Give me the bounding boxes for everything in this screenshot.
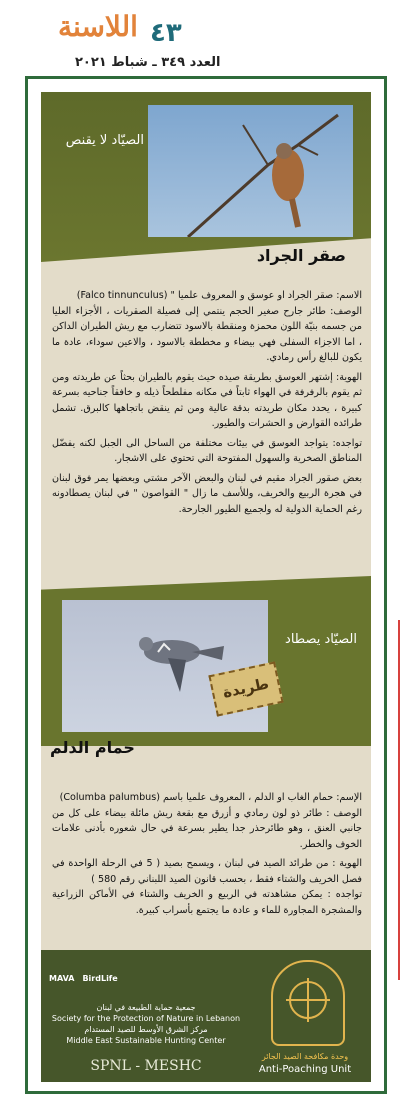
hunter-label-2: الصيّاد يصطاد <box>285 632 357 647</box>
s1-identity: الهوية: إشتهر العوسق بطريقة صيده حيث يقوم بالطيران بحثاً عن طريدته ومن ثم يقوم بالرفرفة في الهواء ثابتاً في مكانه مفلطحاً ذيله و خافقاً جناحيه بسرعة كبيرة ، يحدد مكان طريدته بدقة عالية ومن ثم ينقض باتجاهها كالبرق. تشمل طرائده القوارض و الحشرات والطيور. <box>52 371 362 429</box>
hunter-label-1: الصيّاد لا يقنص <box>65 133 144 148</box>
birdlife-logo: BirdLife <box>82 973 118 983</box>
magazine-logo: اللاسنة <box>58 10 138 43</box>
page-header <box>0 0 400 76</box>
section2-title: حمام الدلم <box>50 738 135 757</box>
s2-identity: الهوية : من طرائد الصيد في لبنان ، ويسمح بصيد ( 5 في الرحلة الواحدة في فصل الخريف والشتاء فقط ، بحسب قانون الصيد اللبناني رقم 580 ) <box>52 858 363 885</box>
apu-arabic: وحدة مكافحة الصيد الجائر <box>261 1052 349 1061</box>
mava-logo: MAVA <box>49 973 75 983</box>
meshc-arabic: مركز الشرق الأوسط للصيد المستدام <box>84 1025 208 1034</box>
prey-stamp: طريدة <box>208 661 283 716</box>
anti-poaching-emblem <box>271 960 345 1046</box>
meshc-english: Middle East Sustainable Hunting Center <box>66 1036 226 1045</box>
s1-description: الوصف: طائر جارح صغير الحجم ينتمي إلى فصيلة الصقريات ، الأجزاء العليا من جسمه بنيّة اللون محمزة ومنقطة بالاسود تتضارب مع ريش الطيران الداكن ، اما الاجزاء السفلى فهي بيضاء و مخططة بالاسود ، والاعين سوداء، عادة ما يكون للبالغ رأس رمادي. <box>52 305 362 363</box>
section1-title: صقر الجراد <box>256 246 346 265</box>
kestrel-photo <box>148 105 353 237</box>
s1-name: الاسم: صقر الجراد او عوسق و المعروف علميا " (Falco tinnunculus) <box>76 290 362 301</box>
issue-line: العدد ٣٤٩ ـ شباط ٢٠٢١ <box>75 55 221 70</box>
s2-presence: تواجده : يمكن مشاهدته في الربيع و الخريف والشتاء في الأماكن الزراعية والمشجرة المجاورة للماء و عادة ما يجتمع بأسراب كبيرة. <box>52 889 362 916</box>
footer <box>41 950 371 1082</box>
s1-presence: تواجده: يتواجد العوسق في بيئات مختلفة من الساحل الى الجبل لكنه يفضّل المناطق الصخرية والسهول المفتوحة التي تحتوي على الاشجار. <box>52 437 362 464</box>
spnl-text <box>51 1002 241 1046</box>
section2-body <box>52 790 362 918</box>
section1-body <box>52 288 362 517</box>
s1-extra: بعض صقور الجراد مقيم في لبنان والبعض الآخر مشتي وبعضها يمر فوق لبنان في هجرة الربيع والخريف، وللأسف ما زال " القواصون " في لبنان يصطادونه رغم الحماية الدولية له ولجميع الطيور الجارحة. <box>52 472 362 515</box>
s2-description: الوصف : طائر ذو لون رمادي و أزرق مع بقعة ريش مائلة بيضاء على كل من جانبي العنق ، وهو طائرحذر جدا يطير بسرعة في حال شعوره بأدنى علامات الخوف والخطر. <box>52 807 362 850</box>
partner-logos <box>49 958 229 998</box>
apu-english: Anti-Poaching Unit <box>258 1064 352 1075</box>
spnl-code: SPNL - MESHC <box>90 1058 202 1074</box>
page-number: ٤٣ <box>150 18 182 48</box>
s2-name: الإسم: حمام الغاب او الدلم ، المعروف علميا باسم (Columba palumbus) <box>59 792 362 803</box>
spnl-english: Society for the Protection of Nature in Lebanon <box>51 1014 241 1023</box>
spnl-arabic: جمعية حماية الطبيعة في لبنان <box>96 1003 196 1012</box>
